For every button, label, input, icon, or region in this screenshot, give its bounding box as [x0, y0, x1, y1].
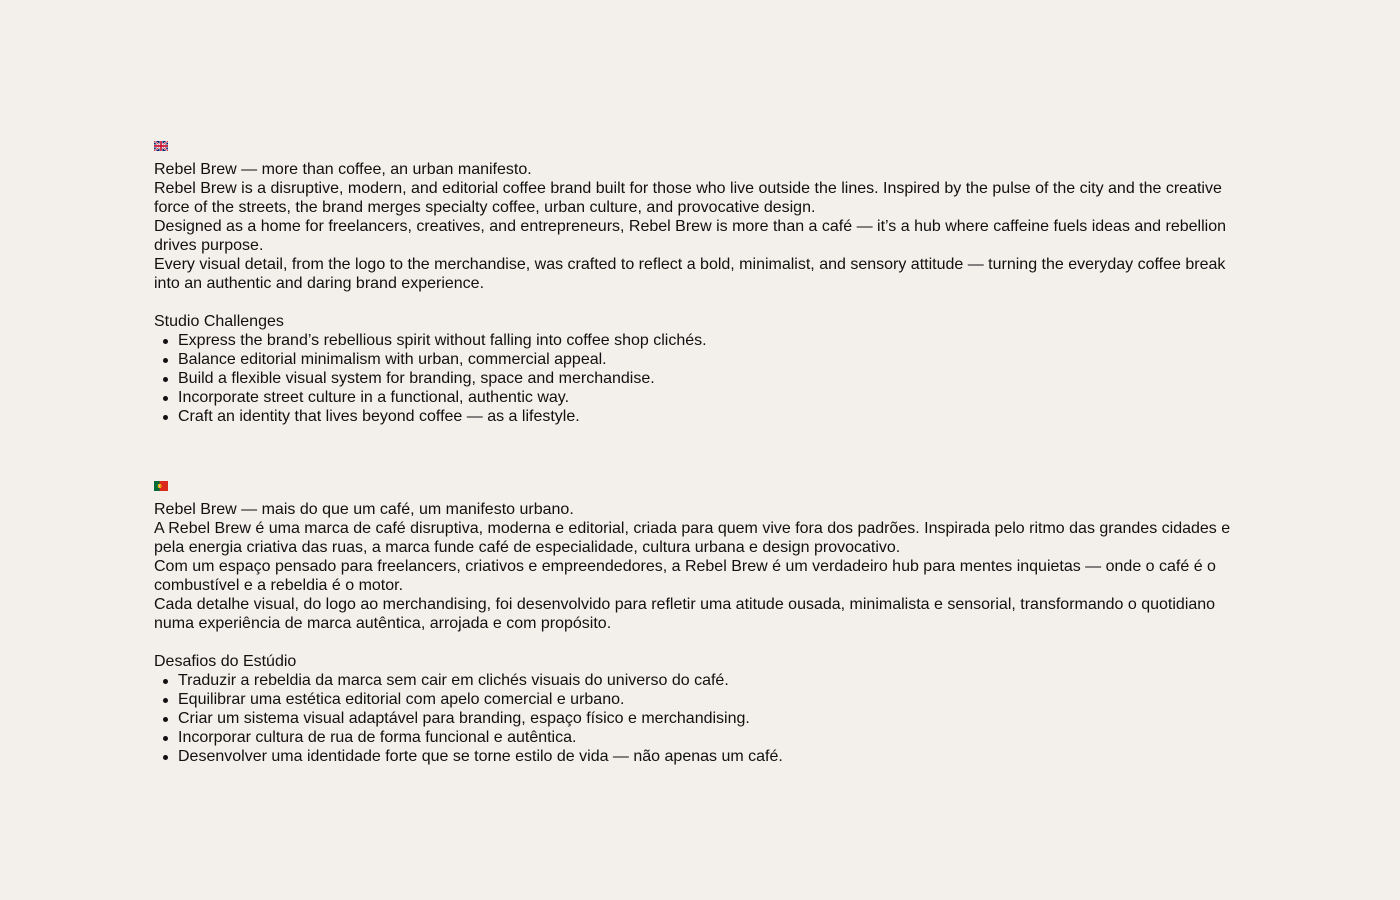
list-item: Incorporate street culture in a functional, authentic way. — [178, 388, 1244, 407]
challenges-list — [154, 331, 1244, 426]
list-item: Traduzir a rebeldia da marca sem cair em clichés visuais do universo do café. — [178, 671, 1244, 690]
paragraph: A Rebel Brew é uma marca de café disruptiva, moderna e editorial, criada para quem vive fora dos padrões. Inspirada pelo ritmo das grandes cidades e pela energia criativa das ruas, a marca funde café de especialidade, cultura urbana e design provocativo. — [154, 520, 1231, 556]
list-item: Incorporar cultura de rua de forma funcional e autêntica. — [178, 728, 1244, 747]
paragraph: Designed as a home for freelancers, creatives, and entrepreneurs, Rebel Brew is more than a café — it’s a hub where caffeine fuels ideas and rebellion drives purpose. — [154, 218, 1227, 254]
list-item: Express the brand’s rebellious spirit without falling into coffee shop clichés. — [178, 331, 1244, 350]
paragraph: Rebel Brew is a disruptive, modern, and editorial coffee brand built for those who live outside the lines. Inspired by the pulse of the city and the creative force of the streets, the brand merges specialty coffee, urban culture, and provocative design. — [154, 180, 1222, 216]
challenges-title: Desafios do Estúdio — [154, 653, 297, 670]
paragraph: Every visual detail, from the logo to the merchandise, was crafted to reflect a bold, minimalist, and sensory attitude — turning the everyday coffee break into an authentic and daring brand experience. — [154, 256, 1226, 292]
challenges-title: Studio Challenges — [154, 313, 284, 330]
spacer — [154, 633, 1244, 652]
list-item: Criar um sistema visual adaptável para branding, espaço físico e merchandising. — [178, 709, 1244, 728]
list-item: Balance editorial minimalism with urban, commercial appeal. — [178, 350, 1244, 369]
spacer — [154, 293, 1244, 312]
list-item: Equilibrar uma estética editorial com apelo comercial e urbano. — [178, 690, 1244, 709]
headline: Rebel Brew — mais do que um café, um manifesto urbano. — [154, 501, 574, 518]
list-item: Build a flexible visual system for branding, space and merchandise. — [178, 369, 1244, 388]
uk-flag-icon — [154, 141, 168, 151]
portuguese-section — [154, 477, 1244, 766]
list-item: Desenvolver uma identidade forte que se torne estilo de vida — não apenas um café. — [178, 747, 1244, 766]
english-section — [154, 137, 1244, 426]
paragraph: Cada detalhe visual, do logo ao merchandising, foi desenvolvido para refletir uma atitude ousada, minimalista e sensorial, transformando o quotidiano numa experiência de marca autêntica, arrojada e com propósito. — [154, 596, 1216, 632]
list-item: Craft an identity that lives beyond coffee — as a lifestyle. — [178, 407, 1244, 426]
headline: Rebel Brew — more than coffee, an urban manifesto. — [154, 161, 532, 178]
portugal-flag-icon — [154, 481, 168, 491]
challenges-list — [154, 671, 1244, 766]
paragraph: Com um espaço pensado para freelancers, criativos e empreendedores, a Rebel Brew é um verdadeiro hub para mentes inquietas — onde o café é o combustível e a rebeldia é o motor. — [154, 558, 1216, 594]
